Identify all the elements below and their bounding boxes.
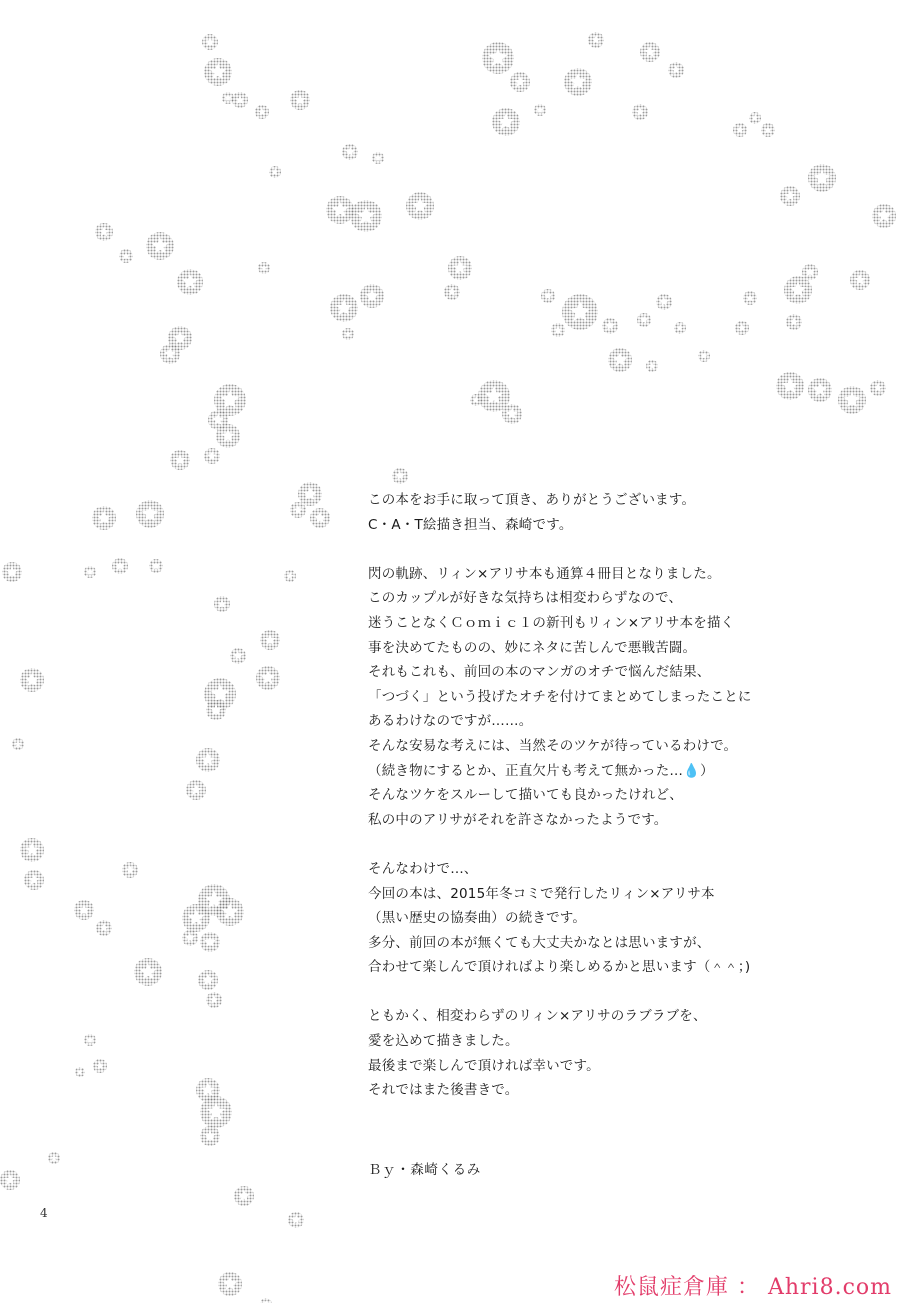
star-bubble-icon bbox=[780, 186, 800, 206]
star-bubble-icon bbox=[146, 232, 174, 260]
text-line: そんなわけで…、 bbox=[368, 860, 478, 877]
star-bubble-icon bbox=[84, 566, 96, 578]
star-bubble-icon bbox=[284, 570, 296, 582]
star-bubble-icon bbox=[258, 262, 270, 274]
paragraph-4 bbox=[368, 1004, 798, 1102]
text-line: 私の中のアリサがそれを許さなかったようです。 bbox=[368, 811, 668, 828]
star-bubble-icon bbox=[20, 838, 44, 862]
star-bubble-icon bbox=[202, 34, 218, 50]
star-bubble-icon bbox=[206, 992, 222, 1008]
star-bubble-icon bbox=[808, 164, 836, 192]
star-bubble-icon bbox=[12, 738, 24, 750]
star-bubble-icon bbox=[218, 1272, 242, 1296]
star-bubble-icon bbox=[232, 92, 248, 108]
text-line: （続き物にするとか、正直欠片も考えて無かった…💧） bbox=[368, 762, 714, 779]
text-line: そんなツケをスルーして描いても良かったけれど、 bbox=[368, 787, 683, 804]
star-bubble-icon bbox=[196, 748, 220, 772]
star-bubble-icon bbox=[93, 1059, 107, 1073]
star-bubble-icon bbox=[222, 92, 234, 104]
star-bubble-icon bbox=[802, 264, 818, 280]
star-bubble-icon bbox=[200, 1126, 220, 1146]
star-bubble-icon bbox=[350, 200, 382, 232]
star-bubble-icon bbox=[200, 932, 220, 952]
text-line: 閃の軌跡、リィン×アリサ本も通算４冊目となりました。 bbox=[368, 565, 721, 582]
star-bubble-icon bbox=[534, 104, 546, 116]
star-bubble-icon bbox=[206, 700, 226, 720]
text-line: （黒い歴史の協奏曲）の続きです。 bbox=[368, 910, 587, 927]
afterword-text bbox=[368, 488, 798, 1127]
star-bubble-icon bbox=[372, 152, 384, 164]
text-line: 合わせて楽しんで頂ければより楽しめるかと思います（＾＾；) bbox=[368, 959, 751, 976]
star-bubble-icon bbox=[95, 223, 113, 241]
paragraph-3 bbox=[368, 857, 798, 980]
star-bubble-icon bbox=[177, 269, 203, 295]
star-bubble-icon bbox=[444, 284, 460, 300]
star-bubble-icon bbox=[310, 508, 330, 528]
author-signature: Ｂｙ・森崎くるみ bbox=[368, 1162, 481, 1178]
text-line: このカップルが好きな気持ちは相変わらずなので、 bbox=[368, 590, 683, 607]
star-bubble-icon bbox=[160, 344, 180, 364]
star-bubble-icon bbox=[448, 256, 472, 280]
star-bubble-icon bbox=[20, 668, 44, 692]
star-bubble-icon bbox=[749, 112, 761, 124]
star-bubble-icon bbox=[656, 294, 672, 310]
star-bubble-icon bbox=[668, 62, 684, 78]
text-line: 最後まで楽しんで頂ければ幸いです。 bbox=[368, 1057, 600, 1074]
star-bubble-icon bbox=[326, 196, 354, 224]
star-bubble-icon bbox=[743, 291, 757, 305]
star-bubble-icon bbox=[74, 900, 94, 920]
star-bubble-icon bbox=[216, 424, 240, 448]
paragraph-1 bbox=[368, 488, 798, 537]
star-bubble-icon bbox=[149, 559, 163, 573]
star-bubble-icon bbox=[200, 1096, 232, 1128]
star-bubble-icon bbox=[48, 1152, 60, 1164]
star-bubble-icon bbox=[198, 970, 218, 990]
star-bubble-icon bbox=[255, 105, 269, 119]
star-bubble-icon bbox=[0, 1170, 20, 1190]
text-line: それもこれも、前回の本のマンガのオチで悩んだ結果、 bbox=[368, 664, 711, 681]
text-line: C・A・T絵描き担当、森崎です。 bbox=[368, 516, 573, 533]
star-bubble-icon bbox=[24, 870, 44, 890]
star-bubble-icon bbox=[182, 930, 198, 946]
text-line: 事を決めてたものの、妙にネタに苦しんで悪戦苦闘。 bbox=[368, 639, 697, 656]
text-line: そんな安易な考えには、当然そのツケが待っているわけで。 bbox=[368, 737, 738, 754]
text-line: それではまた後書きで。 bbox=[368, 1082, 519, 1099]
star-bubble-icon bbox=[637, 313, 651, 327]
star-bubble-icon bbox=[75, 1067, 85, 1077]
star-bubble-icon bbox=[260, 1298, 272, 1303]
star-bubble-icon bbox=[92, 506, 116, 530]
star-bubble-icon bbox=[290, 502, 306, 518]
star-bubble-icon bbox=[136, 500, 164, 528]
star-bubble-icon bbox=[204, 58, 232, 86]
star-bubble-icon bbox=[342, 328, 354, 340]
star-bubble-icon bbox=[562, 294, 598, 330]
text-line: ともかく、相変わらずのリィン×アリサのラブラブを、 bbox=[368, 1008, 707, 1025]
star-bubble-icon bbox=[230, 648, 246, 664]
star-bubble-icon bbox=[776, 372, 804, 400]
paragraph-2 bbox=[368, 562, 798, 833]
star-bubble-icon bbox=[84, 1034, 96, 1046]
star-bubble-icon bbox=[784, 276, 812, 304]
star-bubble-icon bbox=[588, 32, 604, 48]
star-bubble-icon bbox=[541, 289, 555, 303]
text-line: 今回の本は、2015年冬コミで発行したリィン×アリサ本 bbox=[368, 885, 715, 902]
star-bubble-icon bbox=[564, 68, 592, 96]
star-bubble-icon bbox=[492, 108, 520, 136]
star-bubble-icon bbox=[330, 294, 358, 322]
star-bubble-icon bbox=[119, 249, 133, 263]
text-line: 多分、前回の本が無くても大丈夫かなとは思いますが、 bbox=[368, 934, 711, 951]
star-bubble-icon bbox=[186, 780, 206, 800]
star-bubble-icon bbox=[122, 862, 138, 878]
star-bubble-icon bbox=[502, 404, 522, 424]
star-bubble-icon bbox=[850, 270, 870, 290]
star-bubble-icon bbox=[632, 104, 648, 120]
star-bubble-icon bbox=[170, 450, 190, 470]
star-bubble-icon bbox=[204, 448, 220, 464]
star-bubble-icon bbox=[698, 350, 710, 362]
star-bubble-icon bbox=[134, 958, 162, 986]
star-bubble-icon bbox=[2, 562, 22, 582]
star-bubble-icon bbox=[392, 468, 408, 484]
page-number: 4 bbox=[40, 1206, 48, 1220]
star-bubble-icon bbox=[602, 318, 618, 334]
star-bubble-icon bbox=[360, 284, 384, 308]
text-line: この本をお手に取って頂き、ありがとうございます。 bbox=[368, 492, 696, 508]
star-bubble-icon bbox=[112, 558, 128, 574]
star-bubble-icon bbox=[290, 90, 310, 110]
star-bubble-icon bbox=[733, 123, 747, 137]
star-bubble-icon bbox=[510, 72, 530, 92]
star-bubble-icon bbox=[214, 596, 230, 612]
star-bubble-icon bbox=[470, 394, 482, 406]
star-bubble-icon bbox=[288, 1212, 304, 1228]
star-bubble-icon bbox=[342, 144, 358, 160]
star-bubble-icon bbox=[406, 192, 434, 220]
star-bubble-icon bbox=[872, 204, 896, 228]
star-bubble-icon bbox=[870, 380, 886, 396]
star-bubble-icon bbox=[808, 378, 832, 402]
star-bubble-icon bbox=[216, 898, 244, 926]
star-bubble-icon bbox=[761, 123, 775, 137]
star-bubble-icon bbox=[640, 42, 660, 62]
star-bubble-icon bbox=[256, 666, 280, 690]
star-bubble-icon bbox=[182, 904, 210, 932]
star-bubble-icon bbox=[298, 482, 322, 506]
star-bubble-icon bbox=[608, 348, 632, 372]
star-bubble-icon bbox=[674, 322, 686, 334]
text-line: 迷うことなくＣｏｍｉｃ１の新刊もリィン×アリサ本を描く bbox=[368, 614, 735, 631]
star-bubble-icon bbox=[838, 386, 866, 414]
star-bubble-icon bbox=[735, 321, 749, 335]
star-bubble-icon bbox=[260, 630, 280, 650]
star-bubble-icon bbox=[269, 166, 281, 178]
star-bubble-icon bbox=[482, 42, 514, 74]
text-line: 愛を込めて描きました。 bbox=[368, 1033, 519, 1050]
text-line: 「つづく」という投げたオチを付けてまとめてしまったことに bbox=[368, 688, 752, 705]
star-bubble-icon bbox=[96, 920, 112, 936]
site-watermark: 松鼠症倉庫 ： Ahri8.com bbox=[613, 1275, 892, 1300]
star-bubble-icon bbox=[646, 360, 658, 372]
star-bubble-icon bbox=[551, 323, 565, 337]
star-bubble-icon bbox=[234, 1186, 254, 1206]
star-bubble-icon bbox=[786, 314, 802, 330]
text-line: あるわけなのですが……。 bbox=[368, 713, 533, 730]
